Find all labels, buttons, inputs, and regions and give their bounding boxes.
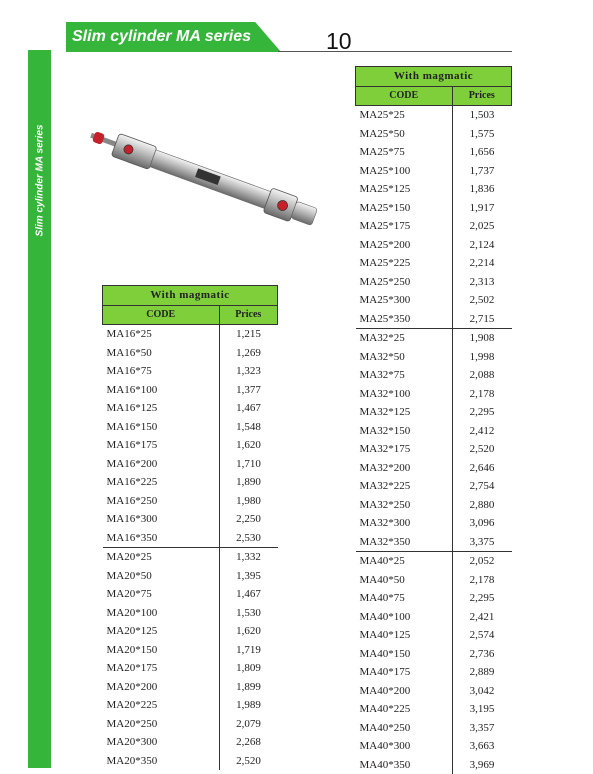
page-title: Slim cylinder MA series	[72, 28, 251, 46]
code-cell: MA40*75	[356, 589, 453, 608]
table-row	[356, 626, 512, 645]
table-row	[356, 477, 512, 496]
table-row	[356, 700, 512, 719]
price-cell: 1,890	[219, 473, 278, 492]
table-row	[103, 604, 278, 623]
table-row	[356, 589, 512, 608]
table-row	[356, 199, 512, 218]
code-cell: MA16*100	[103, 381, 220, 400]
table-row	[356, 663, 512, 682]
table-row	[356, 329, 512, 348]
price-cell: 1,620	[219, 622, 278, 641]
code-cell: MA16*75	[103, 362, 220, 381]
table-row	[103, 362, 278, 381]
table-row	[103, 473, 278, 492]
price-cell: 2,530	[219, 529, 278, 548]
table-row	[356, 422, 512, 441]
table-row	[103, 733, 278, 752]
price-cell: 2,178	[452, 571, 512, 590]
code-cell: MA16*175	[103, 436, 220, 455]
table-row	[103, 659, 278, 678]
table-row	[103, 715, 278, 734]
table-row	[103, 548, 278, 567]
code-cell: MA32*125	[356, 403, 453, 422]
table-row	[103, 696, 278, 715]
code-cell: MA25*350	[356, 310, 453, 329]
code-cell: MA16*25	[103, 325, 220, 344]
table-row	[356, 719, 512, 738]
price-cell: 3,663	[452, 737, 512, 756]
code-cell: MA20*50	[103, 567, 220, 586]
price-cell: 1,917	[452, 199, 512, 218]
table-row	[356, 125, 512, 144]
code-cell: MA20*125	[103, 622, 220, 641]
table-row	[356, 273, 512, 292]
table-row	[103, 529, 278, 548]
column-header-code: CODE	[103, 305, 220, 325]
price-cell: 1,395	[219, 567, 278, 586]
table-row	[356, 348, 512, 367]
code-cell: MA20*100	[103, 604, 220, 623]
table-row	[356, 682, 512, 701]
price-cell: 1,908	[452, 329, 512, 348]
price-cell: 2,880	[452, 496, 512, 515]
price-cell: 2,520	[452, 440, 512, 459]
price-cell: 2,250	[219, 510, 278, 529]
code-cell: MA32*50	[356, 348, 453, 367]
table-row	[356, 236, 512, 255]
table-row	[356, 440, 512, 459]
price-cell: 1,737	[452, 162, 512, 181]
price-cell: 2,025	[452, 217, 512, 236]
table-row	[356, 106, 512, 125]
price-cell: 2,736	[452, 645, 512, 664]
code-cell: MA20*75	[103, 585, 220, 604]
price-cell: 3,096	[452, 514, 512, 533]
table-row	[103, 455, 278, 474]
code-cell: MA20*225	[103, 696, 220, 715]
code-cell: MA32*25	[356, 329, 453, 348]
code-cell: MA16*50	[103, 344, 220, 363]
price-cell: 2,178	[452, 385, 512, 404]
price-cell: 1,899	[219, 678, 278, 697]
price-cell: 1,215	[219, 325, 278, 344]
price-cell: 2,295	[452, 589, 512, 608]
table-row	[356, 143, 512, 162]
price-cell: 2,412	[452, 422, 512, 441]
table-row	[356, 571, 512, 590]
price-cell: 2,502	[452, 291, 512, 310]
price-cell: 3,042	[452, 682, 512, 701]
price-cell: 3,969	[452, 756, 512, 774]
code-cell: MA16*150	[103, 418, 220, 437]
table-row	[356, 552, 512, 571]
price-cell: 2,079	[219, 715, 278, 734]
price-cell: 1,377	[219, 381, 278, 400]
price-cell: 2,052	[452, 552, 512, 571]
code-cell: MA40*225	[356, 700, 453, 719]
code-cell: MA25*25	[356, 106, 453, 125]
price-cell: 3,357	[452, 719, 512, 738]
price-cell: 1,548	[219, 418, 278, 437]
table-row	[356, 608, 512, 627]
table-row	[356, 180, 512, 199]
price-cell: 1,998	[452, 348, 512, 367]
price-cell: 3,375	[452, 533, 512, 552]
code-cell: MA40*250	[356, 719, 453, 738]
table-row	[356, 459, 512, 478]
table-row	[356, 254, 512, 273]
code-cell: MA20*350	[103, 752, 220, 771]
code-cell: MA25*150	[356, 199, 453, 218]
price-cell: 1,809	[219, 659, 278, 678]
table-row	[356, 366, 512, 385]
price-cell: 1,530	[219, 604, 278, 623]
code-cell: MA25*50	[356, 125, 453, 144]
code-cell: MA40*100	[356, 608, 453, 627]
price-cell: 2,088	[452, 366, 512, 385]
table-row	[103, 344, 278, 363]
price-cell: 1,323	[219, 362, 278, 381]
page-number: 10	[326, 28, 352, 55]
table-caption: With magmatic	[356, 67, 512, 87]
code-cell: MA16*350	[103, 529, 220, 548]
side-label: Slim cylinder MA series	[35, 170, 46, 192]
code-cell: MA16*300	[103, 510, 220, 529]
code-cell: MA40*25	[356, 552, 453, 571]
table-row	[356, 496, 512, 515]
price-cell: 1,467	[219, 585, 278, 604]
price-table-right	[355, 66, 512, 774]
table-row	[356, 385, 512, 404]
table-row	[103, 418, 278, 437]
code-cell: MA20*175	[103, 659, 220, 678]
table-row	[356, 533, 512, 552]
price-cell: 1,989	[219, 696, 278, 715]
code-cell: MA25*250	[356, 273, 453, 292]
price-cell: 2,754	[452, 477, 512, 496]
code-cell: MA32*300	[356, 514, 453, 533]
price-cell: 3,195	[452, 700, 512, 719]
code-cell: MA25*125	[356, 180, 453, 199]
code-cell: MA16*250	[103, 492, 220, 511]
code-cell: MA32*250	[356, 496, 453, 515]
code-cell: MA20*25	[103, 548, 220, 567]
code-cell: MA20*150	[103, 641, 220, 660]
price-cell: 1,980	[219, 492, 278, 511]
price-table-left	[102, 285, 278, 770]
table-row	[103, 325, 278, 344]
code-cell: MA40*200	[356, 682, 453, 701]
table-row	[103, 492, 278, 511]
table-row	[103, 436, 278, 455]
table-row	[356, 217, 512, 236]
price-cell: 2,421	[452, 608, 512, 627]
code-cell: MA32*100	[356, 385, 453, 404]
code-cell: MA40*350	[356, 756, 453, 774]
code-cell: MA25*200	[356, 236, 453, 255]
table-row	[103, 381, 278, 400]
code-cell: MA40*150	[356, 645, 453, 664]
price-cell: 1,269	[219, 344, 278, 363]
price-cell: 1,467	[219, 399, 278, 418]
code-cell: MA20*300	[103, 733, 220, 752]
code-cell: MA32*150	[356, 422, 453, 441]
table-row	[103, 585, 278, 604]
code-cell: MA25*225	[356, 254, 453, 273]
price-cell: 2,313	[452, 273, 512, 292]
code-cell: MA32*350	[356, 533, 453, 552]
column-header-code: CODE	[356, 86, 453, 106]
price-cell: 2,520	[219, 752, 278, 771]
code-cell: MA25*100	[356, 162, 453, 181]
code-cell: MA40*50	[356, 571, 453, 590]
code-cell: MA32*225	[356, 477, 453, 496]
pneumatic-cylinder-icon	[82, 128, 342, 238]
table-row	[103, 567, 278, 586]
table-row	[356, 756, 512, 774]
price-cell: 2,889	[452, 663, 512, 682]
table-row	[356, 737, 512, 756]
code-cell: MA16*125	[103, 399, 220, 418]
table-row	[103, 510, 278, 529]
price-cell: 1,575	[452, 125, 512, 144]
code-cell: MA40*300	[356, 737, 453, 756]
title-underline	[278, 51, 512, 52]
price-cell: 1,620	[219, 436, 278, 455]
table-row	[356, 514, 512, 533]
table-row	[103, 399, 278, 418]
price-cell: 2,214	[452, 254, 512, 273]
price-cell: 2,574	[452, 626, 512, 645]
table-caption: With magmatic	[103, 286, 278, 306]
price-cell: 2,295	[452, 403, 512, 422]
code-cell: MA32*175	[356, 440, 453, 459]
price-cell: 1,710	[219, 455, 278, 474]
table-row	[356, 310, 512, 329]
code-cell: MA20*250	[103, 715, 220, 734]
table-row	[356, 291, 512, 310]
code-cell: MA20*200	[103, 678, 220, 697]
code-cell: MA40*125	[356, 626, 453, 645]
table-row	[103, 622, 278, 641]
code-cell: MA16*225	[103, 473, 220, 492]
price-cell: 2,646	[452, 459, 512, 478]
price-cell: 1,503	[452, 106, 512, 125]
code-cell: MA16*200	[103, 455, 220, 474]
code-cell: MA32*200	[356, 459, 453, 478]
code-cell: MA32*75	[356, 366, 453, 385]
table-row	[356, 403, 512, 422]
table-row	[103, 641, 278, 660]
price-cell: 2,124	[452, 236, 512, 255]
price-cell: 2,715	[452, 310, 512, 329]
price-cell: 1,719	[219, 641, 278, 660]
price-cell: 1,656	[452, 143, 512, 162]
column-header-prices: Prices	[219, 305, 278, 325]
price-cell: 1,332	[219, 548, 278, 567]
table-row	[103, 752, 278, 771]
code-cell: MA25*75	[356, 143, 453, 162]
code-cell: MA25*300	[356, 291, 453, 310]
table-row	[103, 678, 278, 697]
price-cell: 2,268	[219, 733, 278, 752]
table-row	[356, 645, 512, 664]
table-row	[356, 162, 512, 181]
code-cell: MA40*175	[356, 663, 453, 682]
price-cell: 1,836	[452, 180, 512, 199]
column-header-prices: Prices	[452, 86, 512, 106]
code-cell: MA25*175	[356, 217, 453, 236]
